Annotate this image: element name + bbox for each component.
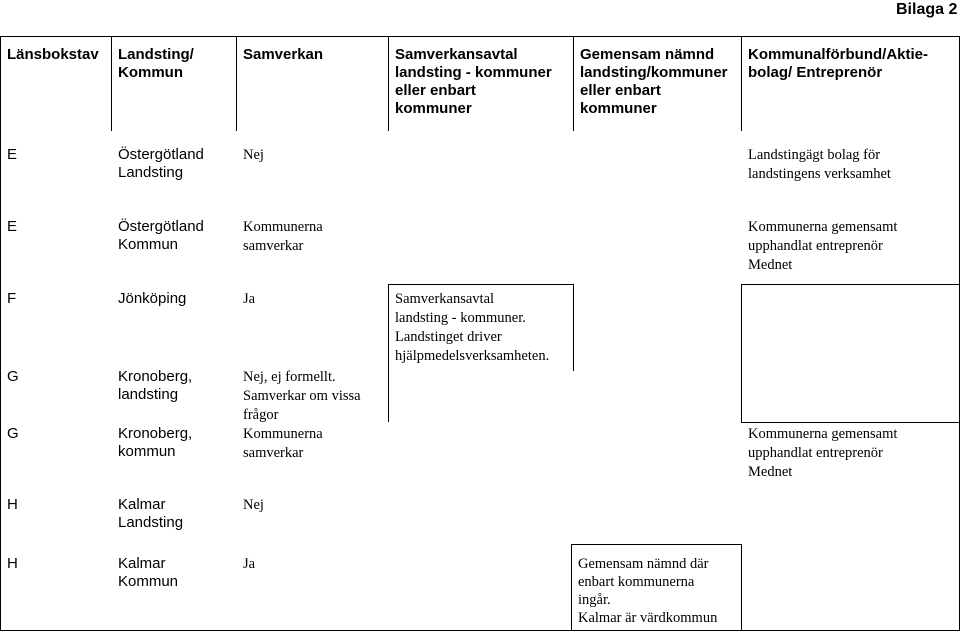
header-kommunalforbund: Kommunalförbund/Aktie- bolag/ Entreprenör [748, 46, 928, 81]
row-name: Östergötland Landsting [118, 146, 204, 181]
row-samverkan: Ja [243, 556, 256, 572]
row-letter: H [7, 555, 18, 572]
row-letter: F [7, 290, 17, 307]
row-samverkan: Ja [243, 291, 256, 307]
header-landsting-kommun: Landsting/ Kommun [118, 46, 194, 81]
row-samverkan: Nej [243, 497, 264, 513]
row-letter: G [7, 368, 19, 385]
row-kommunalforbund: Kommunerna gemensamt upphandlat entreprenör Mednet [748, 426, 898, 480]
row-samverkan: Nej [243, 147, 264, 163]
row-letter: E [7, 218, 18, 235]
header-samverkansavtal: Samverkansavtal landsting - kommuner eller enbart kommuner [395, 46, 552, 117]
row-name: Östergötland Kommun [118, 218, 204, 253]
header-samverkan: Samverkan [243, 46, 324, 63]
row-gemensam-namnd: Gemensam nämnd där enbart kommunerna ingår. Kalmar är värdkommun [578, 556, 718, 626]
row-name: Jönköping [118, 290, 187, 307]
row-letter: H [7, 496, 18, 513]
row-letter: E [7, 146, 18, 163]
row-letter: G [7, 425, 19, 442]
row-samverkan: Kommunerna samverkar [243, 426, 323, 461]
row-name: Kalmar Kommun [118, 555, 179, 590]
row-samverkan: Nej, ej formellt. Samverkar om vissa frågor [243, 369, 361, 423]
page-label: Bilaga 2 [896, 1, 958, 18]
row-name: Kalmar Landsting [118, 496, 184, 531]
row-samverkan: Kommunerna samverkar [243, 219, 323, 254]
header-gemensam-namnd: Gemensam nämnd landsting/kommuner eller enbart kommuner [580, 46, 728, 117]
row-samverkansavtal: Samverkansavtal landsting - kommuner. Landstinget driver hjälpmedelsverksamheten. [395, 291, 550, 364]
row-kommunalforbund: Landstingägt bolag för landstingens verksamhet [748, 147, 891, 182]
header-lansbokstav: Länsbokstav [7, 46, 99, 63]
row-name: Kronoberg, kommun [118, 425, 193, 460]
row-kommunalforbund: Kommunerna gemensamt upphandlat entreprenör Mednet [748, 219, 898, 273]
row-name: Kronoberg, landsting [118, 368, 193, 403]
